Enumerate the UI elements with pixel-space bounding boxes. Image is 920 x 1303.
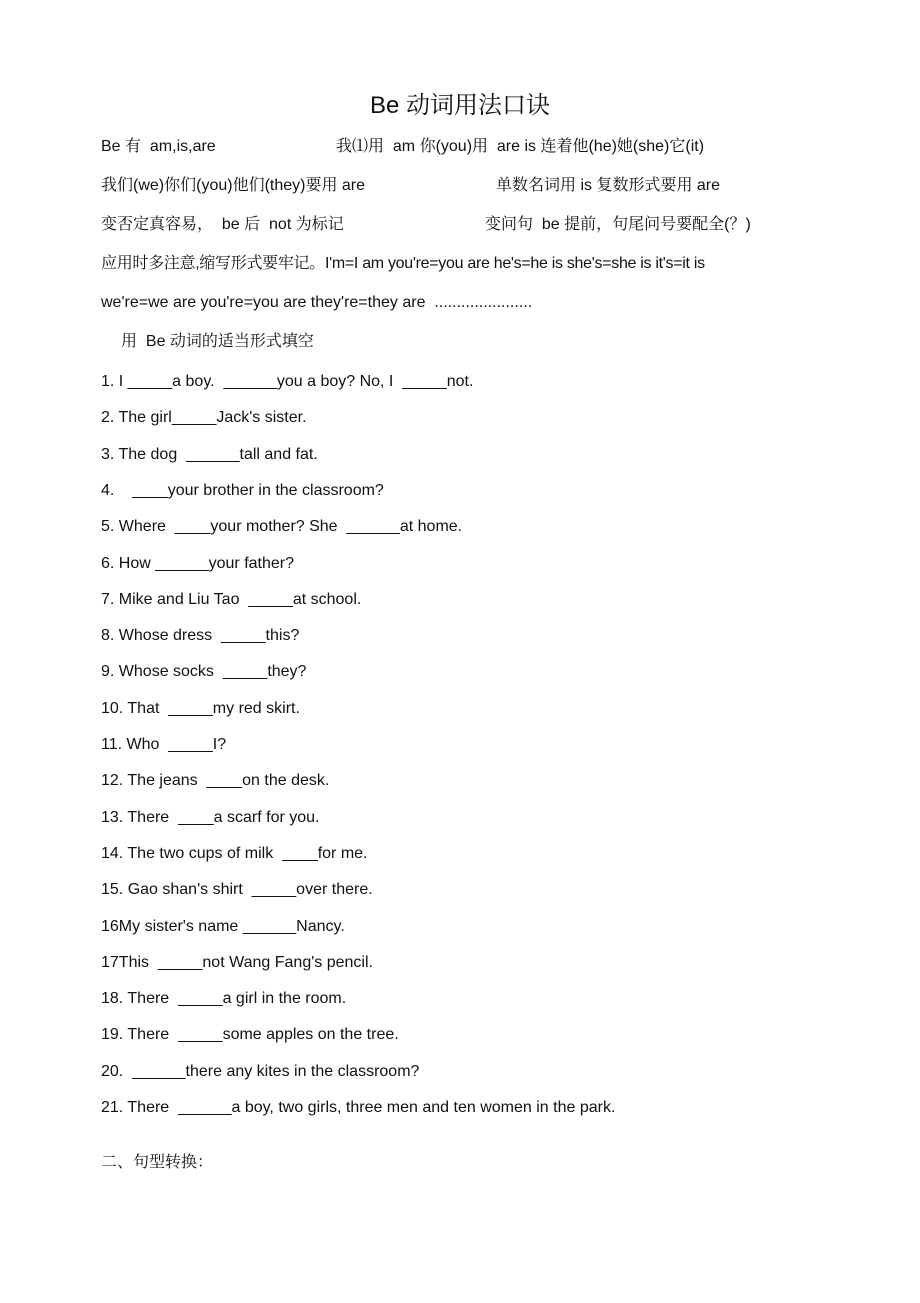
rhyme-line-2b: 单数名词用 is 复数形式要用 are [496, 177, 721, 194]
exercise-item: 6. How ______your father? [101, 554, 295, 572]
exercise-item: 18. There _____a girl in the room. [101, 990, 347, 1008]
exercise-item: 15. Gao shan's shirt _____over there. [101, 881, 373, 899]
exercise-item: 2. The girl_____Jack's sister. [101, 409, 307, 427]
rhyme-line-3b: 变问句 be 提前，句尾问号要配全(？) [485, 216, 751, 233]
exercise-item: 3. The dog ______tall and fat. [101, 445, 318, 463]
exercise-item: 16My sister's name ______Nancy. [101, 917, 345, 935]
exercise-item: 4. ____your brother in the classroom? [101, 481, 384, 499]
rhyme-line-5: we're=we are you're=you are they're=they are ...................... [101, 294, 533, 311]
exercise-item: 20. ______there any kites in the classroom? [101, 1062, 420, 1080]
rhyme-line-3a: 变否定真容易， be 后 not 为标记 [101, 216, 344, 233]
exercise-item: 9. Whose socks _____they? [101, 663, 307, 681]
exercise-item: 12. The jeans ____on the desk. [101, 772, 330, 790]
rhyme-line-1b: 我⑴用 am 你(you)用 are is 连着他(he)她(she)它(it) [336, 138, 705, 155]
exercise-item: 17This _____not Wang Fang's pencil. [101, 953, 373, 971]
section-2-heading: 二、句型转换： [101, 1152, 214, 1171]
exercise-item: 7. Mike and Liu Tao _____at school. [101, 590, 362, 608]
exercise-item: 14. The two cups of milk ____for me. [101, 844, 368, 862]
exercise-item: 19. There _____some apples on the tree. [101, 1026, 399, 1044]
exercise-item: 10. That _____my red skirt. [101, 699, 300, 717]
exercise-item: 5. Where ____your mother? She ______at home. [101, 518, 463, 536]
rhyme-line-4: 应用时多注意,缩写形式要牢记。I'm=I am you're=you are he's=he is she's=she is it's=it is [101, 255, 705, 272]
exercise-item: 8. Whose dress _____this? [101, 627, 300, 645]
rhyme-line-1a: Be 有 am,is,are [101, 138, 216, 155]
exercise-item: 21. There ______a boy, two girls, three men and ten women in the park. [101, 1099, 616, 1116]
section-1-heading: 用 Be 动词的适当形式填空 [121, 333, 314, 350]
rhyme-line-2a: 我们(we)你们(you)他们(they)要用 are [101, 177, 366, 194]
exercise-item: 13. There ____a scarf for you. [101, 808, 320, 826]
page-title: Be 动词用法口诀 [369, 92, 551, 119]
exercise-item: 11. Who _____I? [101, 736, 227, 753]
exercise-item: 1. I _____a boy. ______you a boy? No, I _____not. [101, 373, 474, 390]
